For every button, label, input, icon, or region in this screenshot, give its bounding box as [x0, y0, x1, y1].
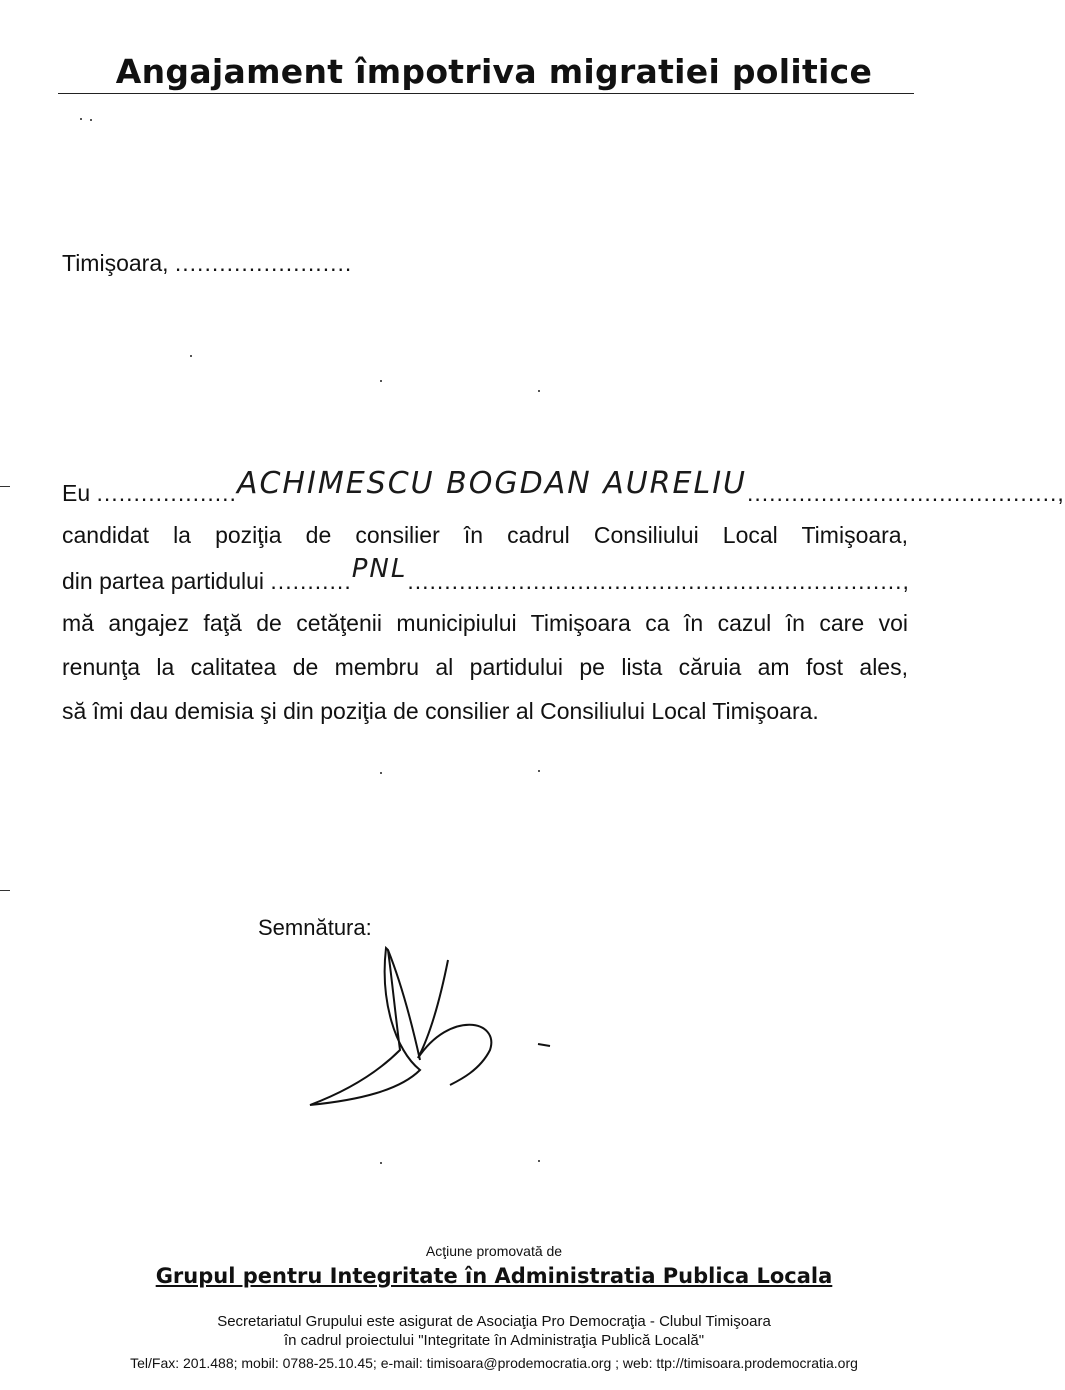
name-blank-before: ................... — [96, 480, 237, 506]
body-line-5: renunţa la calitatea de membru al partidului pe lista căruia am fost ales, — [62, 654, 908, 680]
scan-speck — [538, 1160, 540, 1162]
document-title: Angajament împotriva migratiei politice — [115, 52, 873, 91]
scan-speck — [380, 772, 382, 774]
city-label: Timişoara, — [62, 250, 169, 276]
promoted-by-text: Acţiune promovată de — [425, 1243, 563, 1259]
handwritten-name: ACHIMESCU BOGDAN AURELIU — [236, 466, 747, 501]
title-underline — [58, 93, 914, 94]
scan-speck — [380, 1162, 382, 1164]
body-line-4: mă angajez faţă de cetăţenii municipiului Timişoara ca în cazul în care voi — [62, 610, 908, 636]
scan-speck — [538, 390, 540, 392]
party-line — [62, 554, 910, 596]
scan-speck — [538, 770, 540, 772]
eu-label: Eu — [62, 480, 91, 506]
city-date-line — [62, 250, 352, 277]
signature-label: Semnătura: — [258, 915, 372, 940]
name-line — [62, 466, 1065, 509]
scan-edge-mark — [0, 890, 10, 891]
handwritten-party: PNL — [351, 554, 408, 584]
project-text: în cadrul proiectului "Integritate în Administraţia Publică Locală" — [283, 1332, 705, 1349]
handwritten-signature — [300, 940, 560, 1115]
body-line-6: să îmi dau demisia şi din poziţia de consilier al Consiliului Local Timişoara. — [62, 698, 819, 724]
name-blank-after: .........................................., — [747, 480, 1065, 506]
secretariat-text: Secretariatul Grupului este asigurat de Asociaţia Pro Democraţia - Clubul Timişoara — [217, 1313, 771, 1330]
party-label: din partea partidului — [62, 568, 265, 594]
contact-text: Tel/Fax: 201.488; mobil: 0788-25.10.45; e-mail: timisoara@prodemocratia.org ; web: ttp://timisoara.prodemocratia.org — [130, 1355, 858, 1371]
body-line-2: candidat la poziţia de consilier în cadrul Consiliului Local Timişoara, — [62, 522, 908, 548]
scan-edge-mark — [0, 486, 10, 487]
scan-speck — [190, 355, 192, 357]
scan-speck — [90, 119, 92, 121]
party-blank-before: ........... — [270, 568, 352, 594]
scan-speck — [380, 380, 382, 382]
party-blank-after: ..................................................................., — [407, 568, 910, 594]
group-name: Grupul pentru Integritate în Administratia Publica Locala — [155, 1264, 833, 1288]
date-blank: ........................ — [174, 250, 353, 276]
scan-speck — [80, 118, 82, 120]
